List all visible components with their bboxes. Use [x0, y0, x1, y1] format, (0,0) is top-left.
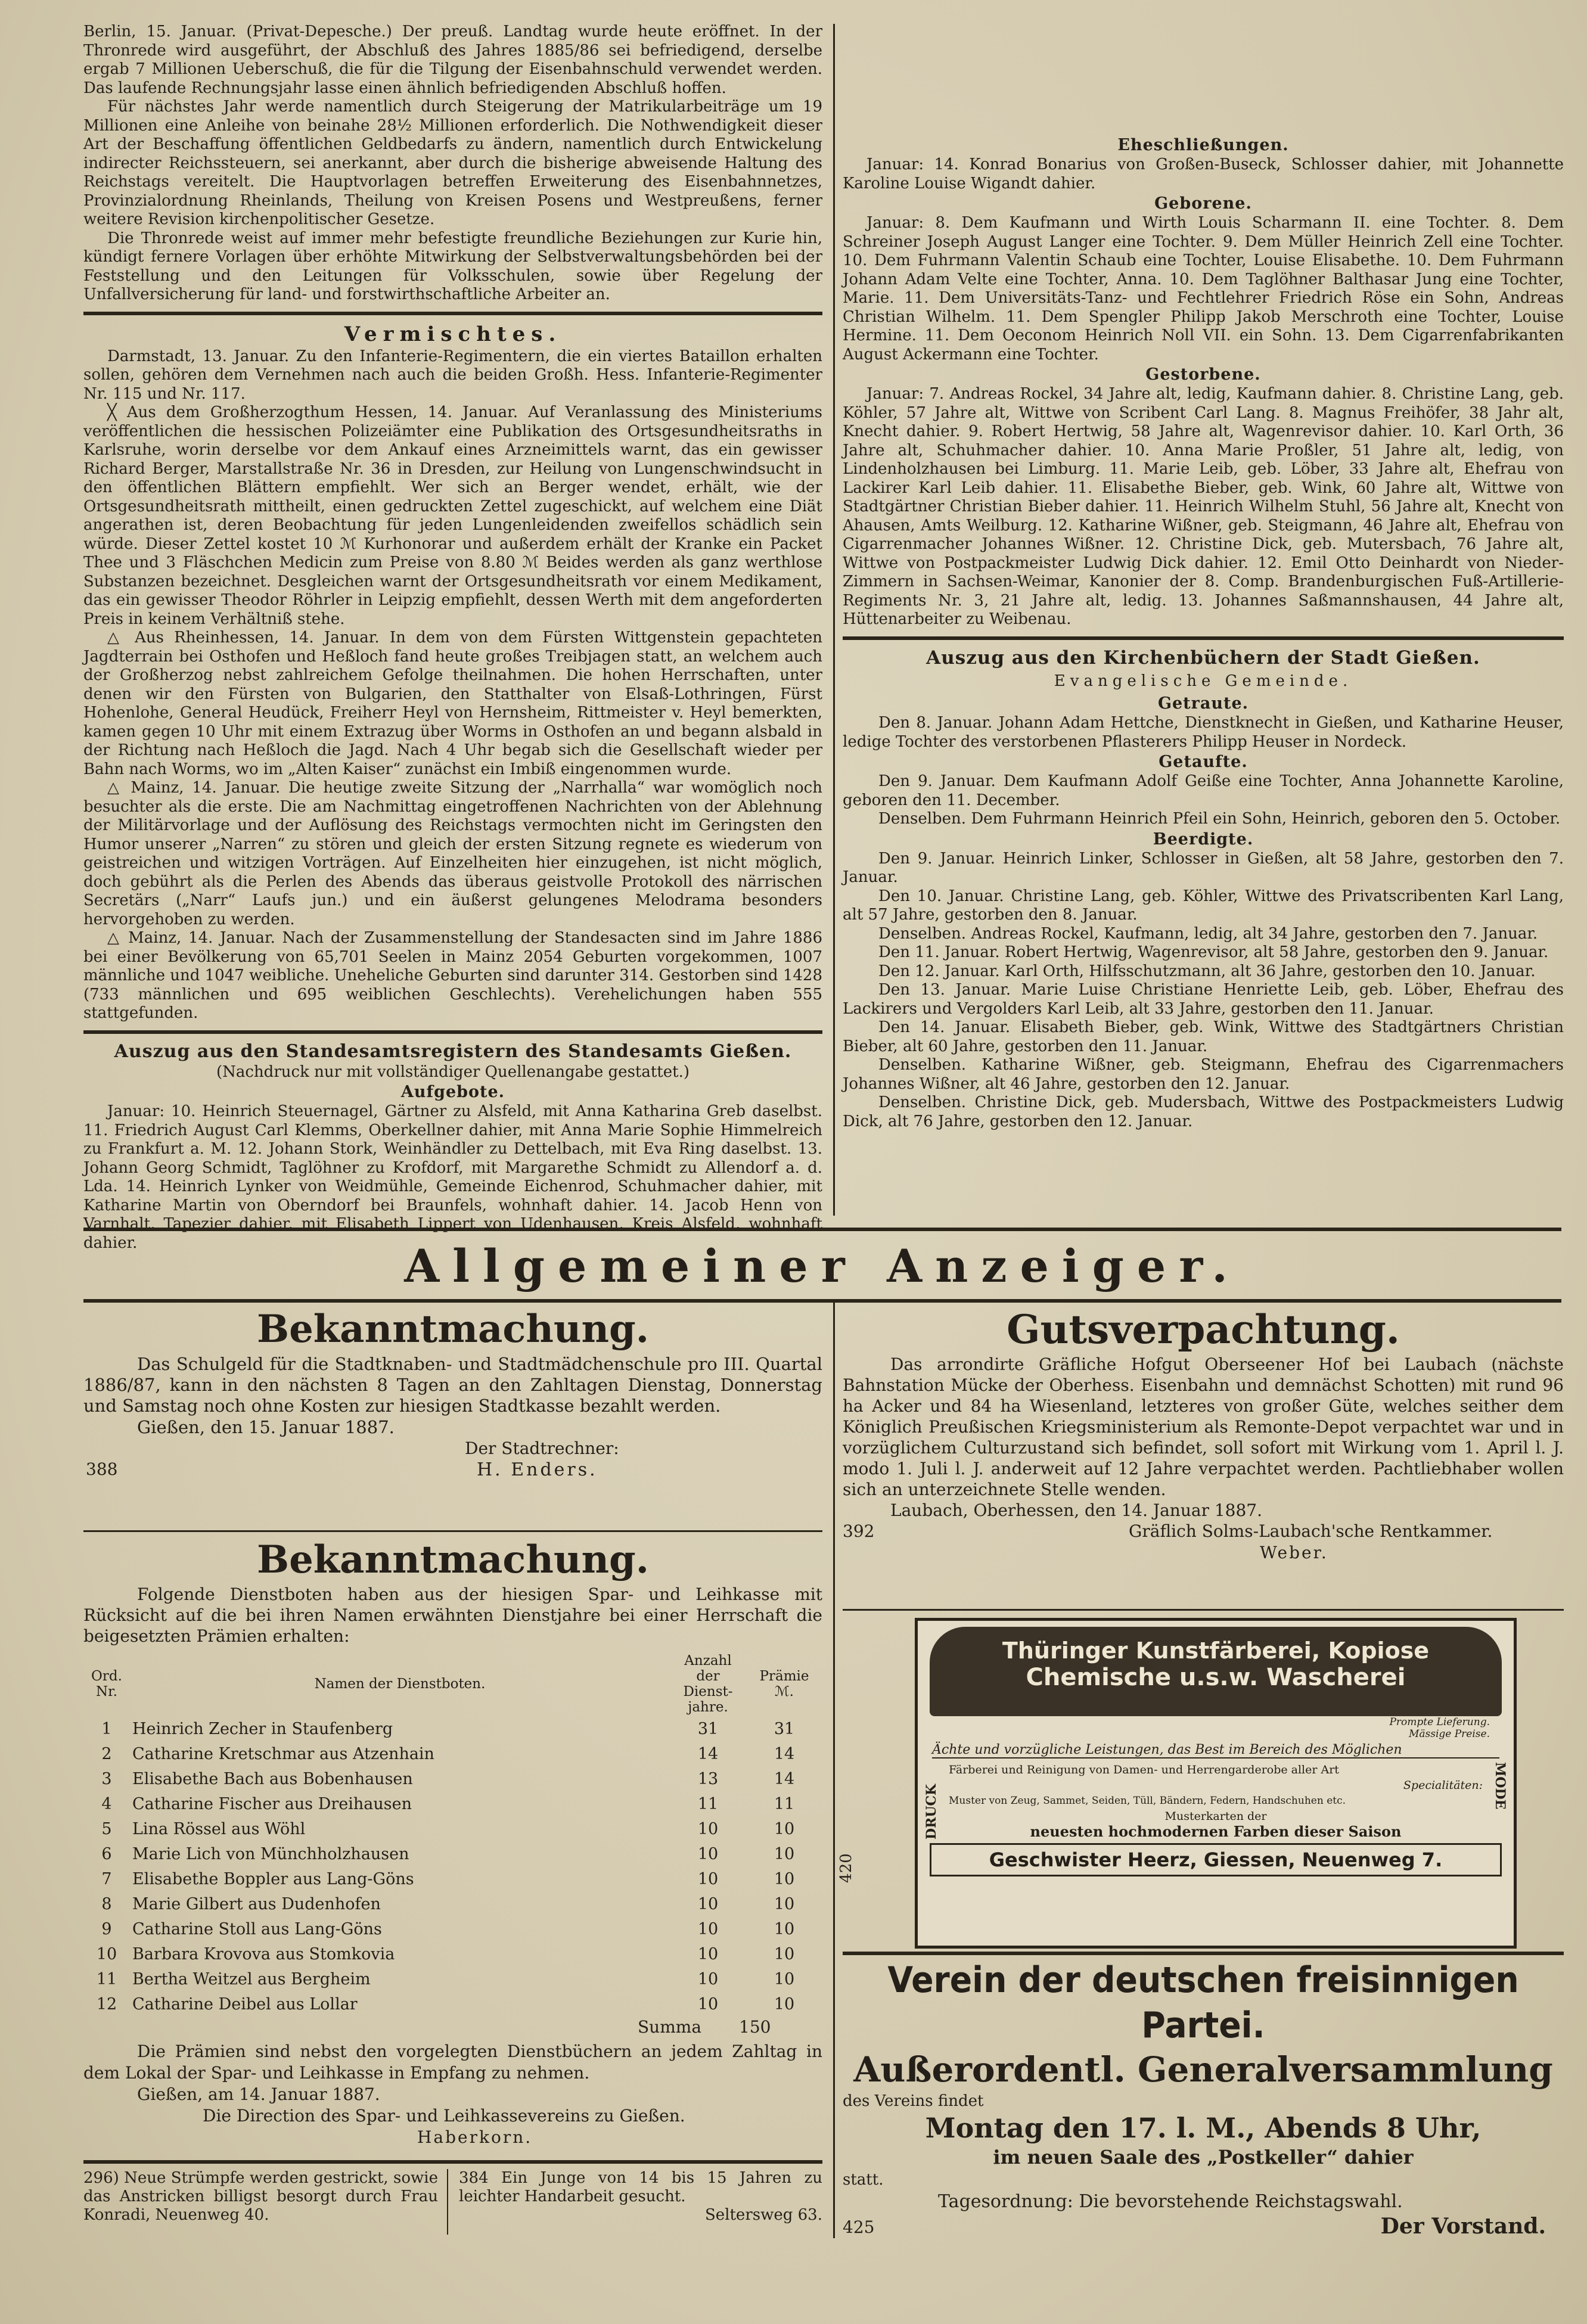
row-jahre: 14: [697, 1745, 719, 1763]
rule: [83, 1530, 822, 1532]
table-row: [83, 1767, 822, 1792]
header-ord: Ord. Nr.: [91, 1669, 122, 1699]
header-jahre: Anzahl der Dienst-jahre.: [683, 1653, 733, 1715]
left-column-news: [83, 23, 822, 1252]
table-row: [83, 1717, 822, 1742]
gemeinde-subheading: Evangelische Gemeinde.: [1054, 672, 1353, 690]
row-jahre: 10: [697, 1820, 719, 1838]
berlin-report-3: Die Thronrede weist auf immer mehr befestigte freundliche Beziehungen zur Kurie hin, kündigt fernere Vorlagen über erhöhte Mitwirkung der Selbstverwaltungsbehörden bei der Feststellung und den Leitungen für Volksschulen, sowie über Regelung der Unfallversicherung für land- und forstwirthschaftliche Arbeiter an.: [83, 229, 822, 303]
row-name: Catharine Stoll aus Lang-Göns: [132, 1920, 382, 1938]
row-number: 9: [101, 1920, 112, 1938]
signature-weber: Weber.: [1260, 1543, 1328, 1562]
ad-number: 425: [843, 2217, 875, 2237]
beerdigte-heading: Beerdigte.: [1153, 829, 1254, 849]
praemien-footer: Die Prämien sind nebst den vorgelegten Dienstbüchern an jedem Zahltag in dem Lokal der Spar- und Leihkasse in Empfang zu nehmen.: [83, 2042, 822, 2083]
schulgeld-place: Gießen, den 15. Januar 1887.: [137, 1417, 395, 1437]
row-jahre: 11: [697, 1795, 719, 1813]
vermischtes-mainz-2: △ Mainz, 14. Januar. Nach der Zusammenstellung der Standesacten sind im Jahre 1886 bei einer Bevölkerung von 65,701 Seelen in Mainz 2054 Geburten vorgekommen, 1007 männliche und 1047 weibliche. Uneheliche Geburten sind darunter 314. Gestorben sind 1428 (733 männlichen und 695 weiblichen Geschlechts). Verehelichungen haben 555 stattgefunden.: [83, 929, 822, 1022]
beerdigte-entry: Den 13. Januar. Marie Luise Christiane Henriette Leib, geb. Löber, Ehefrau des Lackirers und Vergolders Karl Leib, alt 33 Jahre, gestorben den 11. Januar.: [843, 981, 1564, 1018]
signature-enders: H. Enders.: [477, 1459, 598, 1480]
row-praemie: 10: [774, 1945, 795, 1963]
table-row: [83, 1992, 822, 2017]
row-praemie: 10: [774, 1920, 795, 1938]
aufgebote-text: Januar: 10. Heinrich Steuernagel, Gärtner zu Alsfeld, mit Anna Katharina Greb daselbst. 11. Friedrich August Carl Klemms, Oberkellner dahier, mit Anna Marie Sophie Himmelreich zu Frankfurt a. M. 12. Johann Stork, Weinhändler zu Dettelbach, mit Eva Ring daselbst. 13. Johann Georg Schmidt, Taglöhner zu Krofdorf, mit Margarethe Schmidt zu Allendorf a. d. Lda. 14. Heinrich Lynker von Weidmühle, Gemeinde Eichenrod, Schuhmacher dahier, mit Katharine Martin von Oberndorf bei Braunfels, wohnhaft dahier. 14. Jacob Henn von Varnhalt, Tapezier dahier, mit Elisabeth Lippert von Udenhausen, Kreis Alsfeld, wohnhaft dahier.: [83, 1102, 822, 1252]
row-name: Catharine Deibel aus Lollar: [132, 1995, 358, 2014]
table-row: [83, 1942, 822, 1967]
row-name: Catharine Fischer aus Dreihausen: [132, 1795, 412, 1813]
ad-number: 392: [843, 1521, 875, 1541]
getaufte-text-1: Den 9. Januar. Dem Kaufmann Adolf Geiße eine Tochter, Anna Johannette Karoline, geboren den 11. December.: [843, 772, 1564, 809]
aufgebote-continued: [843, 23, 1564, 135]
row-name: Marie Lich von Münchholzhausen: [132, 1845, 409, 1863]
struempfe-text: 296) Neue Strümpfe werden gestrickt, sowie das Anstricken billigst besorgt durch Frau Konradi, Neuenweg 40.: [83, 2169, 438, 2224]
row-praemie: 10: [774, 1870, 795, 1888]
vermischtes-rheinhessen: △ Aus Rheinhessen, 14. Januar. In dem von dem Fürsten Wittgenstein gepachteten Jagdterrain bei Osthofen und Heßloch fand heute großes Treibjagen statt, an welchem auch der Großherzog nebst zahlreichem Gefolge theilnahmen. Die hohen Herrschaften, unter denen wir den Fürsten von Bulgarien, den Statthalter von Elsaß-Lothringen, Fürst Hohenlohe, General Heudück, Freiherr Heyl von Hernsheim, Rittmeister v. Heyl bemerkten, kamen gegen 10 Uhr mit einem Extrazug über Worms in Osthofen an und begann alsbald in der Richtung nach Heßloch die Jagd. Nach 4 Uhr begab sich die Gesellschaft wieder per Bahn nach Worms, wo im „Alten Kaiser“ zunächst ein Imbiß eingenommen wurde.: [83, 629, 822, 778]
anzeiger-title: Allgemeiner Anzeiger.: [404, 1239, 1241, 1293]
tag-preise: Mässige Preise.: [1408, 1728, 1490, 1740]
row-name: Barbara Krovova aus Stomkovia: [132, 1945, 395, 1963]
gestorbene-text: Januar: 7. Andreas Rockel, 34 Jahre alt, ledig, Kaufmann dahier. 8. Christine Lang, geb. Köhler, 57 Jahre alt, Wittwe von Scribent Carl Lang. 8. Magnus Freihöfer, 38 Jahr alt, Knecht dahier. 9. Robert Hertwig, 58 Jahre alt, Wagenrevisor dahier. 10. Karl Orth, 36 Jahre alt, Schuhmacher dahier. 10. Anna Marie Proßler, 51 Jahre alt, ledig, von Lindenholzhausen bei Limburg. 11. Marie Leib, geb. Löber, 33 Jahre alt, Ehefrau von Lackirer Karl Leib dahier. 11. Elisabethe Bieber, geb. Wink, 60 Jahre alt, Wittwe von Stadtgärtner Christian Bieber dahier. 11. Heinrich Wilhelm Stuhl, 56 Jahre alt, Knecht von Ahausen, Amts Weilburg. 12. Katharine Wißner, geb. Steigmann, 46 Jahre alt, Ehefrau von Cigarrenmacher Johannes Wißner. 12. Christine Dick, geb. Mutersbach, 76 Jahre alt, Wittwe von Postpackmeister Ludwig Dick dahier. 12. Emil Otto Deinhardt von Nieder-Zimmern in Sachsen-Weimar, Kanonier der 8. Comp. Brandenburgischen Fuß-Artillerie-Regiments Nr. 3, 21 Jahre alt, ledig. 13. Johannes Saßmannshausen, 44 Jahre alt, Hüttenarbeiter zu Weibenau.: [843, 385, 1564, 628]
verein-statt: statt.: [843, 2171, 884, 2189]
vermischtes-hessen: ╳ Aus dem Großherzogthum Hessen, 14. Januar. Auf Veranlassung des Ministeriums veröffentlichen die hessischen Polizeiämter eine Publikation des Ortsgesundheitsraths in Karlsruhe, worin derselbe vor dem Ankauf eines Arzneimittels warnt, das ein gewisser Richard Berger, Marstallstraße Nr. 36 in Dresden, zur Heilung von Lungenschwindsucht in den öffentlichen Blättern empfiehlt. Wer sich an Berger wendet, erhält, wie der Ortsgesundheitsrath mittheilt, einen gedruckten Zettel zugeschickt, auf welchem eine Diät angerathen ist, deren Beobachtung für jeden Lungenleidenden zweifellos schädlich sein würde. Dieser Zettel kostet 10 ℳ Kurhonorar und außerdem erhält der Kranke ein Packet Thee und 3 Fläschchen Medicin zum Preise von 8.80 ℳ Beides werden als ganz werthlose Substanzen bezeichnet. Desgleichen warnt der Ortsgesundheitsrath vor einem Medikament, das ein gewisser Theodor Röhrler in Leipzig empfiehlt, dessen Werth mit dem angeforderten Preis in keinem Verhältniß stehe.: [83, 403, 822, 628]
praemien-rows: [83, 1717, 822, 2017]
beerdigte-entry: Den 9. Januar. Heinrich Linker, Schlosser in Gießen, alt 58 Jahre, gestorben den 7. Januar.: [843, 849, 1564, 886]
rentkammer-signature: Gräflich Solms-Laubach'sche Rentkammer.: [1129, 1521, 1493, 1541]
rule: [83, 1299, 1561, 1303]
row-praemie: 10: [774, 1995, 795, 2014]
table-row: [83, 1917, 822, 1942]
ad-number: 388: [86, 1459, 118, 1479]
row-name: Bertha Weitzel aus Bergheim: [132, 1970, 371, 1989]
row-jahre: 10: [697, 1870, 719, 1888]
row-praemie: 14: [774, 1745, 795, 1763]
vermischtes-mainz-1: △ Mainz, 14. Januar. Die heutige zweite Sitzung der „Narrhalla“ war womöglich noch besuchter als die erste. Die am Nachmittag eingetroffenen Nachrichten von der Ablehnung der Militärvorlage und der Auflösung des Reichstags vermochten nicht im Geringsten den Humor unserer „Narren“ zu stören und gleich der ersten Sitzung regnete es wiederum von geistreichen und witzigen Vorträgen. Auf Einzelheiten hier einzugehen, ist nicht möglich, doch gebührt als die Perlen des Abends das überaus geistvolle Protokoll des närrischen Secretärs („Narr“ Laufs jun.) und ein äußerst gelungenes Melodrama besonders hervorgehoben zu werden.: [83, 779, 822, 928]
ad-number-420: 420: [837, 1853, 855, 1883]
aufgebote-heading: Aufgebote.: [400, 1083, 505, 1101]
beerdigte-entry: Den 11. Januar. Robert Hertwig, Wagenrevisor, alt 58 Jahre, gestorben den 9. Januar.: [878, 943, 1549, 961]
row-number: 8: [101, 1895, 112, 1913]
getaufte-heading: Getaufte.: [1159, 753, 1248, 771]
getaufte-text-2: Denselben. Dem Fuhrmann Heinrich Pfeil ein Sohn, Heinrich, geboren den 5. October.: [878, 810, 1561, 828]
row-number: 4: [101, 1795, 112, 1813]
bekanntmachung-schulgeld: [83, 1305, 822, 1531]
row-jahre: 10: [697, 1970, 719, 1989]
table-row: [83, 1842, 822, 1867]
gutsverpachtung-ad: [843, 1305, 1564, 1603]
stadtrechner-label: Der Stadtrechner:: [465, 1438, 619, 1458]
row-number: 7: [101, 1870, 112, 1888]
verein-line-3: im neuen Saale des „Postkeller“ dahier: [993, 2146, 1414, 2168]
vermischtes-heading: Vermischtes.: [344, 322, 562, 346]
table-row: [83, 1742, 822, 1767]
firm-box: [930, 1843, 1502, 1876]
verein-vorstand: Der Vorstand.: [1380, 2214, 1546, 2239]
schulgeld-text: Das Schulgeld für die Stadtknaben- und Stadtmädchenschule pro III. Quartal 1886/87, kann in den nächsten 8 Tagen an den Zahltagen Dienstag, Donnerstag und Samstag noch ohne Kosten zur hiesigen Stadtkasse bezahlt werden.: [83, 1354, 822, 1416]
row-number: 6: [101, 1845, 112, 1863]
column-divider: [833, 24, 835, 1216]
row-praemie: 10: [774, 1895, 795, 1913]
banner-line-1: Thüringer Kunstfärberei, Kopiose: [1002, 1638, 1430, 1664]
table-row: [83, 1867, 822, 1892]
tag-prompt: Prompte Lieferung.: [1389, 1716, 1490, 1728]
beerdigte-entry: Denselben. Christine Dick, geb. Mudersbach, Wittwe des Postpackmeisters Ludwig Dick, alt 76 Jahre, gestorben den 12. Januar.: [843, 1093, 1564, 1130]
right-column-registers: [843, 23, 1564, 1232]
row-number: 1: [101, 1720, 112, 1738]
gutsverpachtung-text: Das arrondirte Gräfliche Hofgut Oberseener Hof bei Laubach (nächste Bahnstation Mücke der Oberhess. Eisenbahn und demnächst Schotten) mit rund 96 ha Acker und 84 ha Wiesenland, letzteres von großer Güte, welches seither dem Königlich Preußischen Kriegsministerium als Remonte-Depot verpachtet war und in vorzüglichem Culturzustand sich befindet, soll sofort mit Wirkung vom 1. April l. J. modo 1. Juli l. J. anderweit auf 12 Jahre verpachtet werden. Pachtliebhaber wollen sich an unterzeichnete Stelle wenden.: [843, 1354, 1564, 1499]
row-praemie: 31: [774, 1720, 795, 1738]
bekanntmachung-title-2: Bekanntmachung.: [256, 1537, 650, 1582]
verein-subtitle: Außerordentl. Generalversammlung: [853, 2049, 1553, 2090]
row-number: 11: [96, 1970, 117, 1989]
row-number: 10: [96, 1945, 117, 1963]
eheschliessungen-text: Januar: 14. Konrad Bonarius von Großen-Buseck, Schlosser dahier, mit Johannette Karoline Louise Wigandt dahier.: [843, 156, 1564, 192]
column-divider: [833, 1303, 835, 2238]
verein-line-1: des Vereins findet: [843, 2092, 984, 2110]
row-praemie: 10: [774, 1845, 795, 1863]
getraute-heading: Getraute.: [1157, 694, 1249, 713]
row-jahre: 10: [697, 1845, 719, 1863]
junge-text: 384 Ein Junge von 14 bis 15 Jahren zu leichter Handarbeit gesucht.: [459, 2169, 822, 2205]
row-number: 5: [101, 1820, 112, 1838]
junge-address: Seltersweg 63.: [704, 2206, 822, 2224]
firm-name: Geschwister Heerz, Giessen, Neuenweg 7.: [989, 1848, 1443, 1871]
row-praemie: 14: [774, 1770, 795, 1788]
beerdigte-list: [843, 850, 1564, 1132]
ad-line-3: Muster von Zeug, Sammet, Seiden, Tüll, Bändern, Federn, Handschuhen etc.: [949, 1795, 1346, 1807]
row-praemie: 11: [774, 1795, 795, 1813]
rule: [83, 312, 822, 315]
table-row: [83, 1892, 822, 1917]
row-jahre: 10: [697, 1920, 719, 1938]
small-ad-junge: [459, 2169, 822, 2241]
row-number: 3: [101, 1770, 112, 1788]
row-name: Elisabethe Boppler aus Lang-Göns: [132, 1870, 414, 1888]
row-jahre: 10: [697, 1945, 719, 1963]
header-name: Namen der Dienstboten.: [314, 1676, 486, 1692]
row-jahre: 10: [697, 1995, 719, 2014]
table-row: [83, 1792, 822, 1817]
gutsverpachtung-title: Gutsverpachtung.: [1007, 1306, 1400, 1353]
beerdigte-entry: Den 14. Januar. Elisabeth Bieber, geb. Wink, Wittwe des Stadtgärtners Christian Bieber, alt 60 Jahre, gestorben den 11. Januar.: [843, 1018, 1564, 1055]
praemien-intro: Folgende Dienstboten haben aus der hiesigen Spar- und Leihkasse mit Rücksicht auf die bei ihren Namen erwähnten Dienstjahre bei einer Herrschaft die beigesetzten Prämien erhalten:: [83, 1584, 822, 1646]
summa-label: Summa: [638, 2017, 702, 2037]
row-name: Catharine Kretschmar aus Atzenhain: [132, 1745, 434, 1763]
bekanntmachung-title: Bekanntmachung.: [256, 1307, 650, 1351]
eheschliessungen-heading: Eheschließungen.: [1117, 136, 1289, 154]
row-number: 2: [101, 1745, 112, 1763]
ad-line-2: Specialitäten:: [1403, 1779, 1483, 1792]
table-row: [83, 1817, 822, 1842]
row-name: Heinrich Zecher in Staufenberg: [132, 1720, 393, 1738]
praemien-direction: Die Direction des Spar- und Leihkassevereins zu Gießen.: [203, 2106, 685, 2126]
beerdigte-entry: Denselben. Andreas Rockel, Kaufmann, ledig, alt 34 Jahre, gestorben den 7. Januar.: [878, 924, 1538, 943]
kunstfaerberei-ad: [915, 1618, 1517, 1949]
standesamt-note: (Nachdruck nur mit vollständiger Quellenangabe gestattet.): [216, 1062, 690, 1081]
verein-tagesordnung: Tagesordnung: Die bevorstehende Reichstagswahl.: [938, 2191, 1403, 2212]
gutsverpachtung-place: Laubach, Oberhessen, den 14. Januar 1887.: [890, 1500, 1263, 1520]
berlin-report-2: Für nächstes Jahr werde namentlich durch Steigerung der Matrikularbeiträge um 19 Millionen eine Anleihe von beinahe 28½ Millionen erforderlich. Die Nothwendigkeit dieser Art der Beschaffung öffentlichen Geldbedarfs zu ändern, namentlich durch Entwickelung indirecter Reichssteuern, sei anerkannt, aber durch die bisherige abweisende Haltung des Reichstags vereitelt. Die Hauptvorlagen betreffen Erweiterung des Eisenbahnnetzes, Provinzialordnung Rheinlands, Theilung von Kreisen Posens und Westpreußens, ferner weitere Revision kirchenpolitischer Gesetze.: [83, 98, 822, 228]
table-row: [83, 1967, 822, 1992]
rule: [83, 2160, 822, 2164]
verein-title: Verein der deutschen freisinnigen Partei.: [887, 1959, 1519, 2046]
signature-haberkorn: Haberkorn.: [417, 2127, 533, 2147]
row-name: Marie Gilbert aus Dudenhofen: [132, 1895, 381, 1913]
geborene-text: Januar: 8. Dem Kaufmann und Wirth Louis Scharmann II. eine Tochter. 8. Dem Schreiner Joseph August Langer eine Tochter. 9. Dem Müller Heinrich Zell eine Tochter. 10. Dem Fuhrmann Valentin Schaub eine Tochter, Louise Elisabethe. 10. Dem Fuhrmann Johann Adam Velte eine Tochter, Anna. 10. Dem Taglöhner Balthasar Jung eine Tochter, Marie. 11. Dem Universitäts-Tanz- und Fechtlehrer Friedrich Röse ein Sohn, Andreas Christian Wilhelm. 11. Dem Spengler Philipp Jakob Merschroth eine Tochter, Louise Hermine. 11. Dem Oeconom Heinrich Noll VII. ein Sohn. 13. Dem Cigarrenfabrikanten August Ackermann eine Tochter.: [843, 214, 1564, 363]
praemien-table: [83, 1651, 822, 2017]
rule: [843, 636, 1564, 640]
beerdigte-entry: Den 10. Januar. Christine Lang, geb. Köhler, Wittwe des Privatscribenten Karl Lang, alt 57 Jahre, gestorben den 8. Januar.: [843, 887, 1564, 924]
ad-neueste: neuesten hochmodernen Farben dieser Saison: [1030, 1823, 1402, 1840]
berlin-report: Berlin, 15. Januar. (Privat-Depesche.) Der preuß. Landtag wurde heute eröffnet. In der Thronrede wird ausgeführt, der Abschluß des Jahres 1885/86 sei befriedigend, derselbe ergab 7 Millionen Ueberschuß, die für die Tilgung der Eisenbahnschuld verwendet werden. Das laufende Rechnungsjahr lasse einen ähnlich befriedigenden Abschluß hoffen.: [83, 23, 822, 97]
row-name: Elisabethe Bach aus Bobenhausen: [132, 1770, 413, 1788]
left-vertical-label: DRUCK: [924, 1784, 939, 1840]
ad-muster: Musterkarten der: [1164, 1810, 1267, 1823]
standesamt-heading: Auszug aus den Standesamtsregistern des Standesamts Gießen.: [114, 1040, 792, 1062]
verein-ad: [843, 1958, 1564, 2238]
small-ad-struempfe: [83, 2169, 438, 2241]
beerdigte-entry: Den 12. Januar. Karl Orth, Hilfsschutzmann, alt 36 Jahre, gestorben den 10. Januar.: [878, 962, 1536, 980]
praemien-place: Gießen, am 14. Januar 1887.: [137, 2084, 380, 2104]
ad-divider: [447, 2169, 448, 2235]
row-name: Lina Rössel aus Wöhl: [132, 1820, 306, 1838]
row-praemie: 10: [774, 1970, 795, 1989]
ad-script: Ächte und vorzügliche Leistungen, das Best im Bereich des Möglichen: [932, 1742, 1499, 1758]
row-jahre: 13: [697, 1770, 719, 1788]
rule: [843, 1952, 1564, 1955]
gestorbene-heading: Gestorbene.: [1145, 365, 1261, 384]
right-vertical-label: MODE: [1492, 1762, 1508, 1810]
summa-value: 150: [739, 2017, 771, 2037]
vermischtes-darmstadt: Darmstadt, 13. Januar. Zu den Infanterie-Regimentern, die ein viertes Bataillon erhalten sollen, gehören dem Vernehmen nach auch die beiden Großh. Hess. Infanterie-Regimenter Nr. 115 und Nr. 117.: [83, 347, 822, 403]
row-jahre: 10: [697, 1895, 719, 1913]
rule: [843, 1609, 1564, 1611]
beerdigte-entry: Denselben. Katharine Wißner, geb. Steigmann, Ehefrau des Cigarrenmachers Johannes Wißner, alt 46 Jahre, gestorben den 12. Januar.: [843, 1056, 1564, 1093]
header-praemie: Prämie ℳ.: [759, 1669, 809, 1699]
row-number: 12: [96, 1995, 117, 2014]
ad-line-1: Färberei und Reinigung von Damen- und Herrengarderobe aller Art: [949, 1763, 1339, 1776]
row-praemie: 10: [774, 1820, 795, 1838]
kirchenbuecher-heading: Auszug aus den Kirchenbüchern der Stadt Gießen.: [926, 647, 1480, 669]
verein-line-2: Montag den 17. l. M., Abends 8 Uhr,: [925, 2112, 1482, 2144]
banner-line-2: Chemische u.s.w. Wascherei: [1026, 1664, 1406, 1691]
bekanntmachung-praemien: [83, 1536, 822, 2161]
row-jahre: 31: [697, 1720, 719, 1738]
ad-banner: [930, 1627, 1502, 1716]
rule: [83, 1228, 1561, 1231]
rule: [83, 1030, 822, 1034]
geborene-heading: Geborene.: [1154, 194, 1252, 213]
getraute-text: Den 8. Januar. Johann Adam Hettche, Dienstknecht in Gießen, und Katharine Heuser, ledige Tochter des verstorbenen Pflasterers Philipp Heuser in Nordeck.: [843, 714, 1564, 751]
